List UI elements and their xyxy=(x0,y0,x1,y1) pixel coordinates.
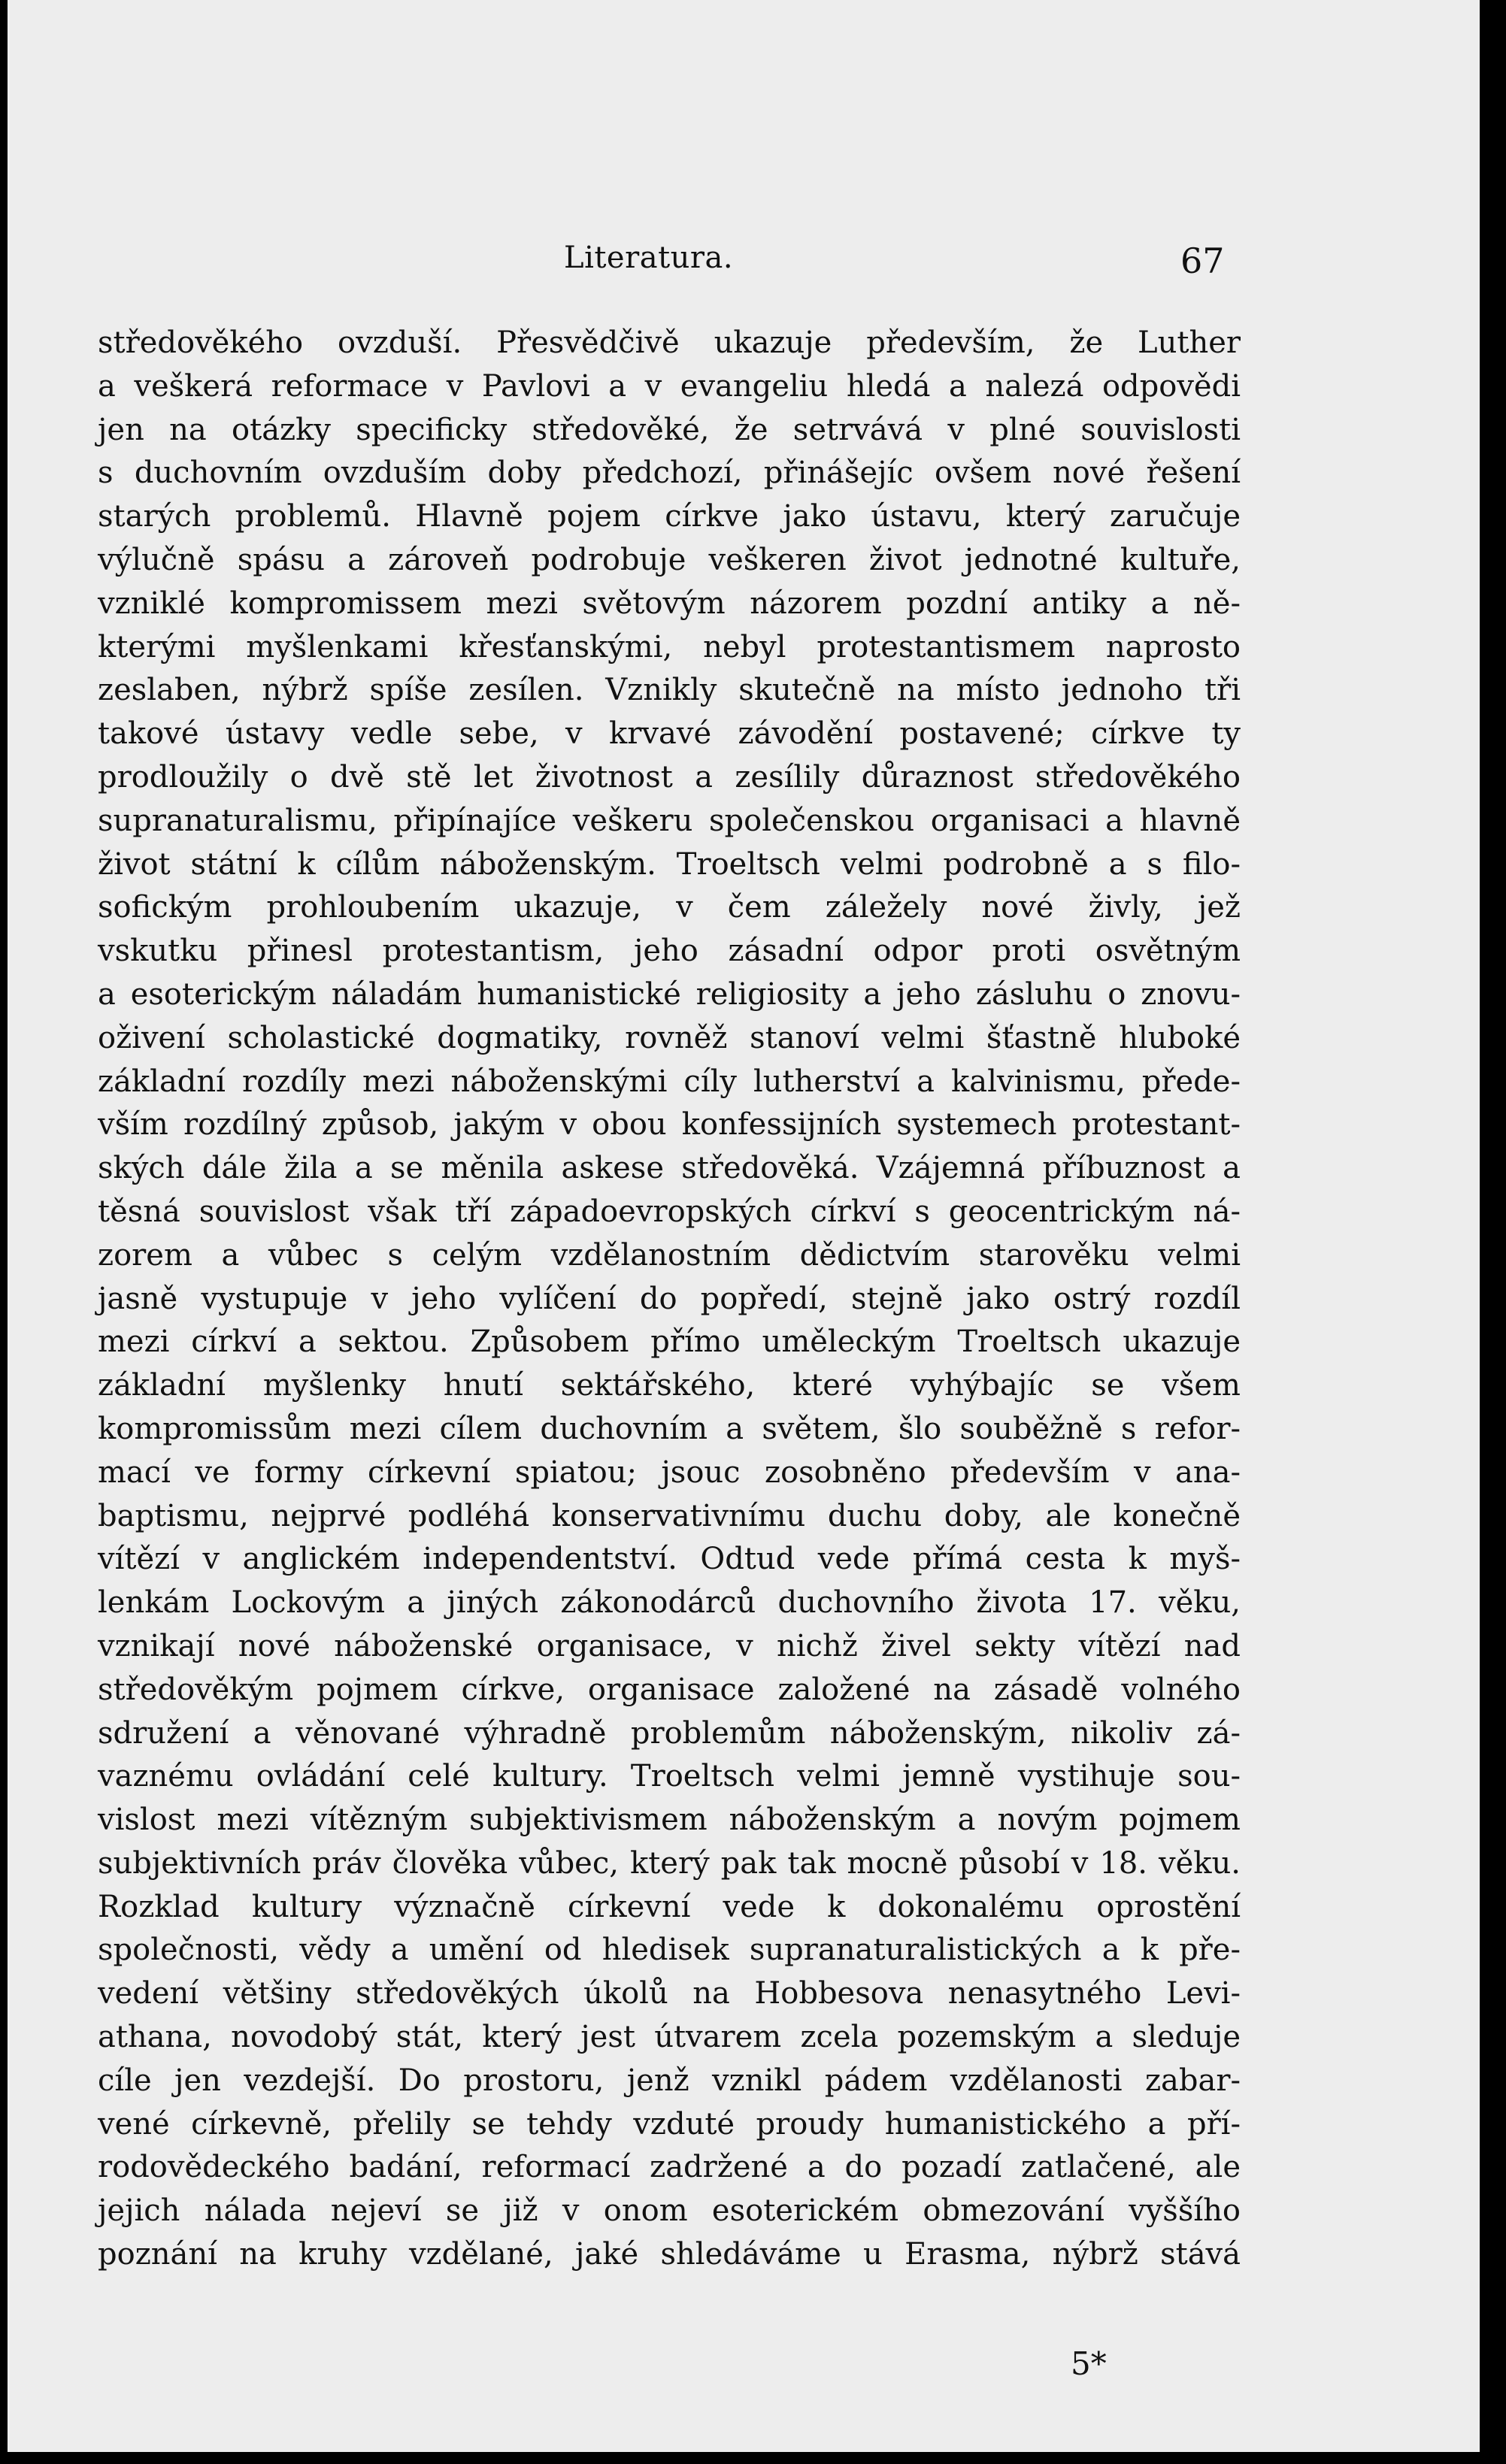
text-line: vším rozdílný způsob, jakým v obou konfessijních systemech protestant- xyxy=(98,1107,1241,1143)
text-line: mací ve formy církevní spiatou; jsouc zosobněno především v ana- xyxy=(98,1454,1241,1490)
text-line: středověkého ovzduší. Přesvědčivě ukazuje především, že Luther xyxy=(98,325,1241,360)
text-line: poznání na kruhy vzdělané, jaké shledáváme u Erasma, nýbrž stává xyxy=(98,2237,1241,2272)
text-line: ských dále žila a se měnila askese středověká. Vzájemná příbuznost a xyxy=(98,1151,1241,1186)
text-line: život státní k cílům náboženským. Troeltsch velmi podrobně a s filo- xyxy=(98,846,1241,882)
page-header xyxy=(8,241,1480,286)
text-line: baptismu, nejprvé podléhá konservativnímu duchu doby, ale konečně xyxy=(98,1498,1241,1533)
text-line: výlučně spásu a zároveň podrobuje veškeren život jednotné kultuře, xyxy=(98,542,1241,577)
text-line: středověkým pojmem církve, organisace založené na zásadě volného xyxy=(98,1672,1241,1707)
text-line: jasně vystupuje v jeho vylíčení do popředí, stejně jako ostrý rozdíl xyxy=(98,1281,1241,1316)
book-page xyxy=(8,0,1480,2452)
text-line: mezi církví a sektou. Způsobem přímo uměleckým Troeltsch ukazuje xyxy=(98,1324,1241,1360)
text-line: základní myšlenky hnutí sektářského, které vyhýbajíc se všem xyxy=(98,1368,1241,1403)
signature-mark: 5* xyxy=(1071,2345,1107,2382)
text-line: společnosti, vědy a umění od hledisek supranaturalistických a k pře- xyxy=(98,1933,1241,1968)
text-line: těsná souvislost však tří západoevropských církví s geocentrickým ná- xyxy=(98,1194,1241,1229)
text-line: lenkám Lockovým a jiných zákonodárců duchovního života 17. věku, xyxy=(98,1585,1241,1621)
text-line: prodloužily o dvě stě let životnost a zesílily důraznost středověkého xyxy=(98,759,1241,795)
text-line: takové ústavy vedle sebe, v krvavé závodění postavené; církve ty xyxy=(98,716,1241,752)
text-line: starých problemů. Hlavně pojem církve jako ústavu, který zaručuje xyxy=(98,499,1241,534)
text-line: athana, novodobý stát, který jest útvarem zcela pozemským a sleduje xyxy=(98,2020,1241,2055)
text-line: rodovědeckého badání, reformací zadržené a do pozadí zatlačené, ale xyxy=(98,2150,1241,2185)
text-line: kompromissům mezi cílem duchovním a světem, šlo souběžně s refor- xyxy=(98,1411,1241,1446)
text-line: vedení většiny středověkých úkolů na Hobbesova nenasytného Levi- xyxy=(98,1976,1241,2011)
running-title: Literatura. xyxy=(564,241,734,275)
text-line: supranaturalismu, připínajíce veškeru společenskou organisaci a hlavně xyxy=(98,803,1241,838)
text-line: jejich nálada nejeví se již v onom esoterickém obmezování vyššího xyxy=(98,2193,1241,2229)
text-line: kterými myšlenkami křesťanskými, nebyl protestantismem naprosto xyxy=(98,629,1241,664)
text-line: Rozklad kultury význačně církevní vede k dokonalému oprostění xyxy=(98,1889,1241,1924)
text-line: vaznému ovládání celé kultury. Troeltsch velmi jemně vystihuje sou- xyxy=(98,1759,1241,1794)
text-line: vítězí v anglickém independentství. Odtud vede přímá cesta k myš- xyxy=(98,1542,1241,1577)
page-number: 67 xyxy=(1180,241,1225,281)
text-line: vskutku přinesl protestantism, jeho zásadní odpor proti osvětným xyxy=(98,934,1241,969)
text-line: vislost mezi vítězným subjektivismem náboženským a novým pojmem xyxy=(98,1803,1241,1838)
text-line: vznikají nové náboženské organisace, v nichž živel sekty vítězí nad xyxy=(98,1628,1241,1663)
text-line: vené církevně, přelily se tehdy vzduté proudy humanistického a pří- xyxy=(98,2106,1241,2142)
text-line: cíle jen vezdejší. Do prostoru, jenž vznikl pádem vzdělanosti zabar- xyxy=(98,2063,1241,2098)
text-line: vzniklé kompromissem mezi světovým názorem pozdní antiky a ně- xyxy=(98,586,1241,621)
text-line: a veškerá reformace v Pavlovi a v evangeliu hledá a nalezá odpovědi xyxy=(98,368,1241,404)
text-line: subjektivních práv člověka vůbec, který pak tak mocně působí v 18. věku. xyxy=(98,1845,1241,1881)
text-line: s duchovním ovzduším doby předchozí, přinášejíc ovšem nové řešení xyxy=(98,456,1241,491)
text-line: zeslaben, nýbrž spíše zesílen. Vznikly skutečně na místo jednoho tři xyxy=(98,673,1241,708)
text-line: jen na otázky specificky středověké, že setrvává v plné souvislosti xyxy=(98,412,1241,447)
body-text xyxy=(98,322,1241,2277)
text-line: základní rozdíly mezi náboženskými cíly lutherství a kalvinismu, přede- xyxy=(98,1064,1241,1099)
text-line: oživení scholastické dogmatiky, rovněž stanoví velmi šťastně hluboké xyxy=(98,1020,1241,1055)
text-line: sdružení a věnované výhradně problemům náboženským, nikoliv zá- xyxy=(98,1715,1241,1751)
text-line: a esoterickým náladám humanistické religiosity a jeho zásluhu o znovu- xyxy=(98,976,1241,1012)
text-line: sofickým prohloubením ukazuje, v čem záležely nové živly, jež xyxy=(98,890,1241,925)
text-line: zorem a vůbec s celým vzdělanostním dědictvím starověku velmi xyxy=(98,1237,1241,1273)
